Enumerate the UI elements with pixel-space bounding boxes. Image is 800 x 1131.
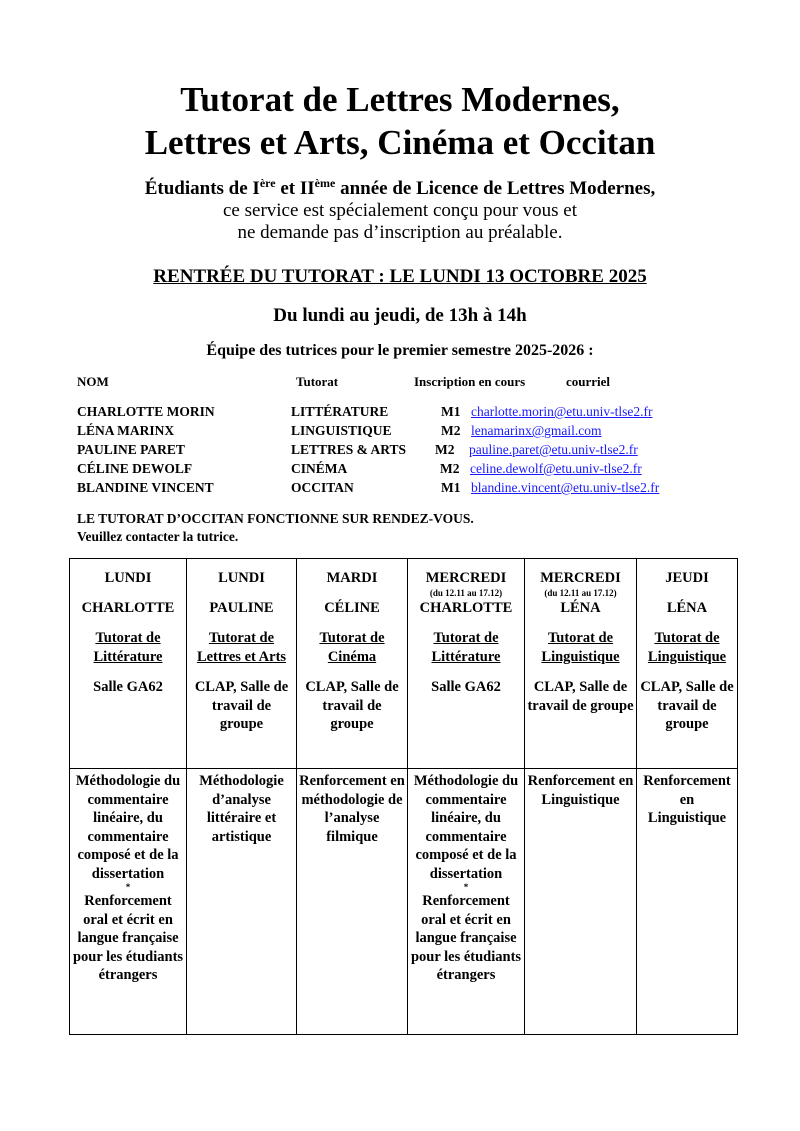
- activity-label: Tutorat de Lettres et Arts: [196, 630, 287, 665]
- tutor-first-name: LÉNA: [666, 599, 708, 616]
- day-label: LUNDI: [104, 570, 152, 586]
- room-label: CLAP, Salle de travail de groupe: [640, 679, 734, 732]
- col-header-nom: NOM: [77, 374, 109, 389]
- content-cell: [70, 769, 187, 1035]
- content-text-2: Renforcement oral et écrit en langue française pour les étudiants étrangers: [410, 893, 522, 983]
- content-text: Renforcement en Linguistique: [643, 773, 731, 826]
- activity-label: Tutorat de Littérature: [431, 630, 501, 665]
- audience-sup-2: ème: [314, 176, 336, 190]
- tutor-row: [0, 423, 800, 442]
- date-range: (du 12.11 au 17.12): [544, 587, 617, 598]
- tutor-first-name: LÉNA: [560, 599, 601, 616]
- tutor-first-name: PAULINE: [209, 599, 274, 616]
- tutor-name: LÉNA MARINX: [77, 423, 175, 438]
- day-label: MERCREDI: [425, 570, 507, 586]
- content-text: Renforcement en méthodologie de l’analyse filmique: [299, 773, 405, 845]
- schedule-cell: [70, 559, 187, 769]
- tutor-subject: LETTRES & ARTS: [291, 442, 407, 457]
- activity-label: Tutorat de Linguistique: [647, 630, 727, 665]
- schedule-hours: Du lundi au jeudi, de 13h à 14h: [273, 305, 527, 326]
- content-cell: [525, 769, 637, 1035]
- date-spacer: [299, 588, 405, 599]
- note-line-2: Veuillez contacter la tutrice.: [77, 529, 239, 544]
- tutor-name: CHARLOTTE MORIN: [77, 404, 215, 419]
- tutor-email-link[interactable]: blandine.vincent@etu.univ-tlse2.fr: [471, 480, 660, 495]
- col-header-inscription: Inscription en cours: [414, 374, 526, 389]
- content-text: Méthodologie du commentaire linéaire, du commentaire composé et de la dissertation: [413, 773, 519, 882]
- rentree-text: RENTRÉE DU TUTORAT : LE LUNDI 13 OCTOBRE 2025: [153, 266, 647, 287]
- col-header-courriel: courriel: [566, 374, 611, 389]
- activity-label: Tutorat de Linguistique: [541, 630, 620, 665]
- tutor-name: CÉLINE DEWOLF: [77, 461, 193, 476]
- audience-line: [0, 178, 800, 200]
- tutor-first-name: CÉLINE: [324, 599, 380, 616]
- room-label: CLAP, Salle de travail de groupe: [194, 679, 289, 732]
- room-label: CLAP, Salle de travail de groupe: [527, 679, 634, 714]
- tutor-row: [0, 404, 800, 423]
- tutor-name: BLANDINE VINCENT: [77, 480, 214, 495]
- content-cell: [187, 769, 297, 1035]
- content-text: Méthodologie du commentaire linéaire, du commentaire composé et de la dissertation: [75, 773, 181, 882]
- date-spacer: [72, 588, 184, 599]
- room-label: Salle GA62: [93, 679, 163, 695]
- tutor-first-name: CHARLOTTE: [81, 599, 175, 616]
- schedule-cell: [297, 559, 408, 769]
- tutor-first-name: CHARLOTTE: [419, 599, 513, 616]
- room-label: CLAP, Salle de travail de groupe: [305, 679, 399, 732]
- tutor-level: M1: [441, 404, 461, 419]
- tutor-subject: CINÉMA: [291, 461, 348, 476]
- intro-line-3: ne demande pas d’inscription au préalable.: [237, 222, 563, 243]
- separator-star: *: [125, 882, 131, 892]
- separator-star: *: [463, 882, 469, 892]
- activity-label: Tutorat de Cinéma: [319, 630, 385, 665]
- day-label: LUNDI: [218, 570, 265, 586]
- tutor-email-link[interactable]: pauline.paret@etu.univ-tlse2.fr: [469, 442, 638, 457]
- tutor-row: [0, 480, 800, 499]
- day-label: MARDI: [326, 570, 378, 586]
- tutor-email-link[interactable]: lenamarinx@gmail.com: [471, 423, 602, 438]
- content-text-2: Renforcement oral et écrit en langue française pour les étudiants étrangers: [72, 893, 184, 983]
- tutor-subject: LITTÉRATURE: [291, 404, 389, 419]
- tutor-name: PAULINE PARET: [77, 442, 185, 457]
- room-label: Salle GA62: [431, 679, 501, 695]
- tutor-level: M2: [441, 423, 461, 438]
- date-spacer: [189, 588, 294, 599]
- date-spacer: [639, 588, 735, 599]
- tutor-level: M2: [435, 442, 455, 457]
- content-text: Renforcement en Linguistique: [527, 773, 634, 808]
- audience-part-3: année de Licence de Lettres Modernes,: [335, 178, 656, 199]
- audience-sup-1: ère: [259, 176, 276, 190]
- date-range: (du 12.11 au 17.12): [429, 587, 503, 598]
- team-heading: Équipe des tutrices pour le premier semestre 2025-2026 :: [206, 342, 594, 359]
- tutor-row: [0, 461, 800, 480]
- content-cell: [408, 769, 525, 1035]
- title-line-1: Tutorat de Lettres Modernes,: [180, 80, 620, 119]
- schedule-cell: [408, 559, 525, 769]
- schedule-content-row: [70, 769, 738, 1035]
- day-label: MERCREDI: [540, 570, 621, 586]
- tutor-email-link[interactable]: charlotte.morin@etu.univ-tlse2.fr: [471, 404, 653, 419]
- occitan-note: [77, 510, 474, 546]
- tutor-level: M1: [441, 480, 461, 495]
- tutor-row: [0, 442, 800, 461]
- tutor-email-link[interactable]: celine.dewolf@etu.univ-tlse2.fr: [470, 461, 642, 476]
- col-header-tutorat: Tutorat: [296, 374, 339, 389]
- tutor-level: M2: [440, 461, 460, 476]
- intro-text: [0, 178, 800, 244]
- rentree-heading: [0, 266, 800, 288]
- tutor-subject: LINGUISTIQUE: [291, 423, 392, 438]
- activity-label: Tutorat de Littérature: [93, 630, 163, 665]
- content-text: Méthodologie d’analyse littéraire et artistique: [199, 773, 284, 845]
- note-line-1: LE TUTORAT D’OCCITAN FONCTIONNE SUR RENDEZ-VOUS.: [77, 511, 474, 526]
- schedule-info-row: [70, 559, 738, 769]
- content-cell: [637, 769, 738, 1035]
- content-cell: [297, 769, 408, 1035]
- title-line-2: Lettres et Arts, Cinéma et Occitan: [144, 123, 656, 162]
- schedule-cell: [187, 559, 297, 769]
- day-label: JEUDI: [665, 570, 709, 586]
- page-title: [0, 78, 800, 164]
- tutor-subject: OCCITAN: [291, 480, 354, 495]
- intro-line-2: ce service est spécialement conçu pour vous et: [223, 200, 577, 221]
- schedule-table: [69, 558, 738, 1035]
- schedule-cell: [525, 559, 637, 769]
- schedule-cell: [637, 559, 738, 769]
- audience-part-2: et II: [275, 178, 315, 199]
- audience-part-1: Étudiants de I: [144, 178, 260, 199]
